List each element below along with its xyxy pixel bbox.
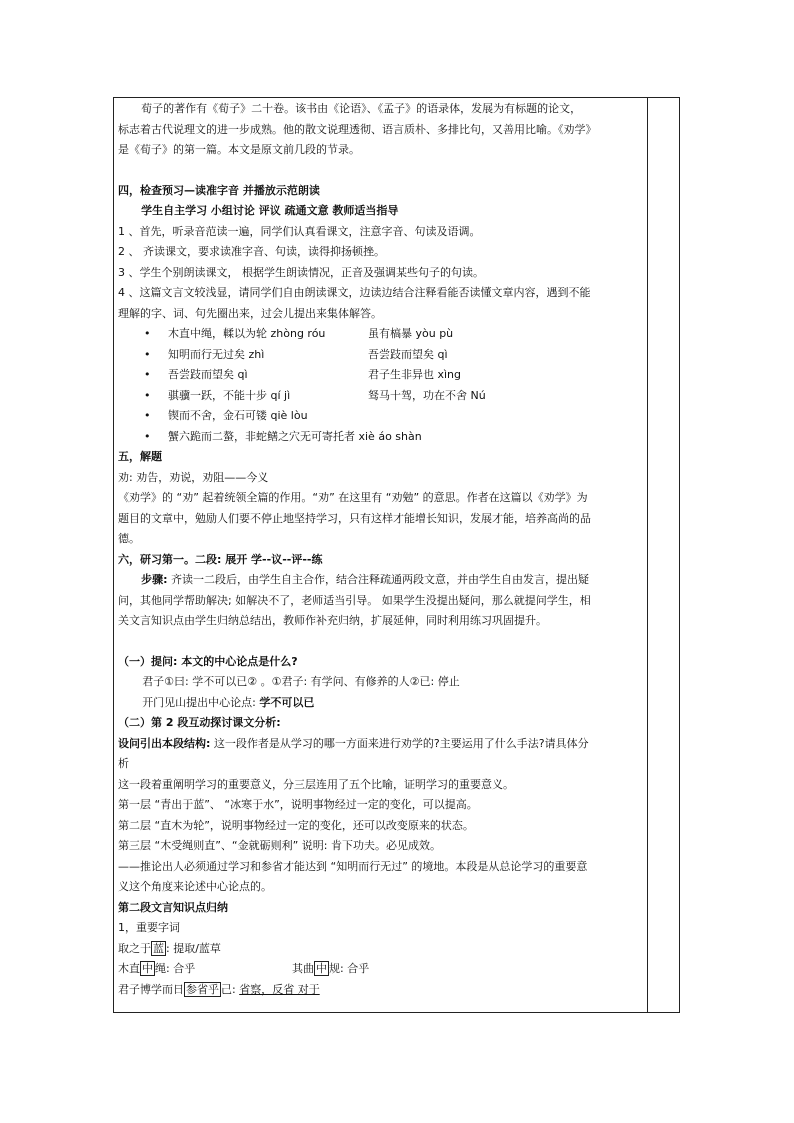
central-thesis: 开门见山提出中心论点: 学不可以已 xyxy=(142,695,315,709)
section-6-step: 步骤: 齐读一二段后，由学生自主合作，结合注释疏通两段文意，并由学生自由发言，提出疑 xyxy=(141,573,589,586)
pronunciation-item: • 知明而行无过矣 zhì 吾尝跂而望矣 qì xyxy=(144,347,448,361)
section-6-heading: 六，研习第一。二段: 展开 学--议--评--练 xyxy=(118,552,323,566)
step-line: 1 、首先，听录音范读一遍，同学们认真看课文，注意字音、句读及语调。 xyxy=(118,224,481,238)
pronunciation-item: • 骐骥一跃，不能十步 qí jì 驽马十驾，功在不舍 Nú xyxy=(144,388,486,402)
part-2-question: 设问引出本段结构: 这一段作者是从学习的哪一方面来进行劝学的?主要运用了什么手法?请具体分 xyxy=(118,736,589,750)
step-line: 4 、这篇文言文较浅显，请同学们自由朗读课文，边读边结合注释看能否读懂文章内容，遇到不能 xyxy=(118,286,591,299)
pronunciation-item: • 木直中绳，輮以为轮 zhòng róu 虽有槁暴 yòu pù xyxy=(144,327,454,340)
intro-line: 荀子的著作有《荀子》二十卷。该书由《论语》、《孟子》的语录体，发展为有标题的论文， xyxy=(141,102,582,115)
part-1-line: 君子①曰: 学不可以已② 。①君子: 有学问、有修养的人②已: 停止 xyxy=(142,675,460,688)
document-content xyxy=(118,99,645,1000)
summary-item: 1，重要字词 xyxy=(118,921,180,934)
part-2-line: ——推论出人必须通过学习和参省才能达到 “知明而行无过” 的境地。本段是从总论学习的重要意 xyxy=(118,859,588,873)
part-2-line: 义这个角度来论述中心论点的。 xyxy=(118,880,272,893)
part-2-line: 第二层 “直木为轮”，说明事物经过一定的变化，还可以改变原来的状态。 xyxy=(118,818,474,832)
step-line: 2 、 齐读课文，要求读准字音、句读，读得抑扬顿挫。 xyxy=(118,245,385,258)
part-1-heading: （一）提问: 本文的中心论点是什么? xyxy=(118,654,298,668)
pronunciation-item: • 吾尝跂而望矣 qì 君子生非异也 xìng xyxy=(144,368,462,381)
section-5-line: 劝: 劝告，劝说，劝阻——今义 xyxy=(118,470,269,484)
section-5-heading: 五，解题 xyxy=(118,450,162,463)
summary-heading: 第二段文言知识点归纳 xyxy=(118,900,228,914)
part-2-heading: （二）第 2 段互动探讨课文分析: xyxy=(118,716,281,729)
step-line: 理解的字、词、句先圈出来，过会儿提出来集体解答。 xyxy=(118,306,382,320)
intro-line: 是《荀子》的第一篇。本文是原文前几段的节录。 xyxy=(118,143,360,156)
section-5-line: 德。 xyxy=(118,532,140,545)
column-divider xyxy=(647,97,648,1013)
section-6-line: 问，其他同学帮助解决; 如解决不了，老师适当引导。 如果学生没提出疑问，那么就提问学生，相 xyxy=(118,593,591,607)
section-5-line: 题目的文章中，勉励人们要不停止地坚持学习，只有这样才能增长知识，发展才能，培养高尚的品 xyxy=(118,511,591,525)
section-6-line: 关文言知识点由学生归纳总结出，教师作补充归纳，扩展延伸，同时利用练习巩固提升。 xyxy=(118,614,547,627)
part-2-line: 第三层 “木受绳则直”、“金就砺则利” 说明: 肯下功夫。必见成效。 xyxy=(118,839,441,852)
intro-line: 标志着古代说理文的进一步成熟。他的散文说理透彻、语言质朴、多排比句，又善用比喻。《劝学》 xyxy=(118,122,597,136)
section-4-heading: 四，检查预习—读准字音 并播放示范朗读 xyxy=(118,183,320,197)
pronunciation-item: • 蟹六跪而二螯，非蛇鳝之穴无可寄托者 xiè áo shàn xyxy=(144,429,422,443)
vocab-line: 君子博学而日 参省乎 己: 省察，反省 对于 xyxy=(118,982,320,996)
part-2-line: 这一段着重阐明学习的重要意义，分三层连用了五个比喻，证明学习的重要意义。 xyxy=(118,777,514,791)
vocab-line: 木直 中 绳: 合乎 其曲 中 规: 合乎 xyxy=(118,962,370,975)
part-2-question-tail: 析 xyxy=(118,757,129,770)
section-5-line: 《劝学》的 “劝” 起着统领全篇的作用。“劝” 在这里有 “劝勉” 的意思。作者在这篇以《劝学》为 xyxy=(118,491,588,504)
vocab-line: 取之于 蓝 : 提取/蓝草 xyxy=(118,941,221,955)
step-line: 3 、学生个别朗读课文， 根据学生朗读情况，正音及强调某些句子的句读。 xyxy=(118,265,484,279)
section-4-subheading: 学生自主学习 小组讨论 评议 疏通文意 教师适当指导 xyxy=(141,204,399,217)
pronunciation-item: • 锲而不舍，金石可镂 qiè lòu xyxy=(144,409,308,422)
part-2-line: 第一层 “青出于蓝”、 “冰寒于水”，说明事物经过一定的变化，可以提高。 xyxy=(118,798,478,811)
